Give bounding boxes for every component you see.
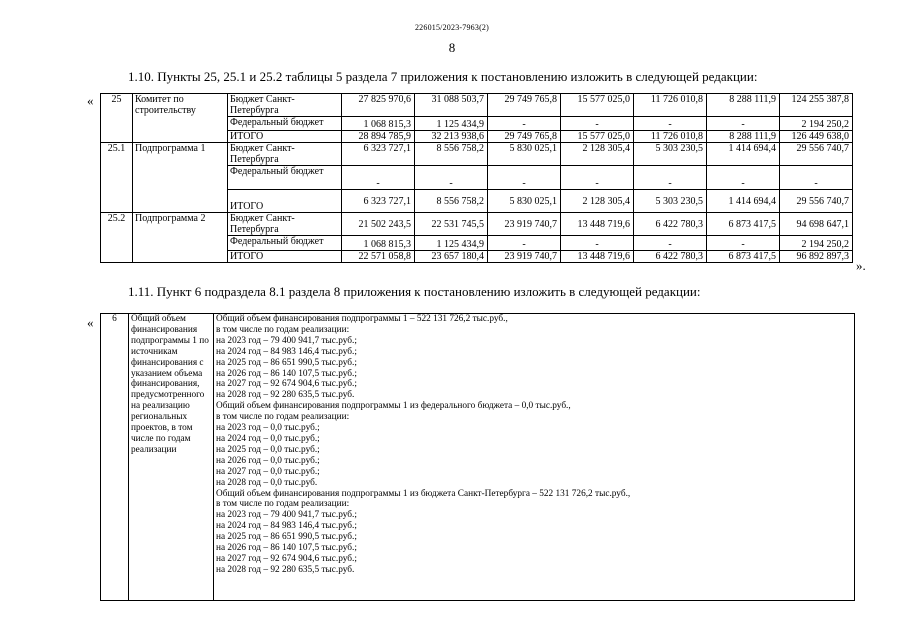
subsection-8-1-item-6 xyxy=(100,313,855,601)
value-cell: 23 919 740,7 xyxy=(488,213,561,236)
source-label: Федеральный бюджет xyxy=(228,236,342,251)
text-line: на 2023 год – 79 400 941,7 тыс.руб.; xyxy=(216,335,357,346)
value-cell: 29 556 740,7 xyxy=(780,143,853,166)
value-cell: 8 288 111,9 xyxy=(707,94,780,117)
value-cell: 28 894 785,9 xyxy=(342,131,415,143)
row-number: 25.2 xyxy=(101,213,133,263)
source-label: ИТОГО xyxy=(228,131,342,143)
close-quote-1: ». xyxy=(856,258,866,273)
page-number: 8 xyxy=(448,40,456,55)
source-label: Бюджет Санкт-Петербурга xyxy=(228,143,342,166)
text-line: на 2023 год – 0,0 тыс.руб.; xyxy=(216,423,320,434)
table-row xyxy=(101,314,855,601)
value-cell: 15 577 025,0 xyxy=(561,131,634,143)
section-heading-1-10: 1.10. Пункты 25, 25.1 и 25.2 таблицы 5 раздела 7 приложения к постановлению изложить в следующей редакции: xyxy=(128,69,758,84)
source-label: ИТОГО xyxy=(228,251,342,263)
source-label: Федеральный бюджет xyxy=(228,166,342,190)
text-line: на 2026 год – 0,0 тыс.руб.; xyxy=(216,455,320,466)
document-number: 226015/2023-7963(2) xyxy=(414,23,489,32)
value-cell: 1 414 694,4 xyxy=(707,190,780,213)
row-name: Подпрограмма 2 xyxy=(133,213,228,263)
value-cell: 27 825 970,6 xyxy=(342,94,415,117)
text-line: на 2026 год – 86 140 107,5 тыс.руб.; xyxy=(216,368,357,379)
value-cell: 1 414 694,4 xyxy=(707,143,780,166)
value-cell: 6 422 780,3 xyxy=(634,251,707,263)
value-cell: 5 303 230,5 xyxy=(634,190,707,213)
row-number: 6 xyxy=(101,314,129,601)
value-cell: 15 577 025,0 xyxy=(561,94,634,117)
open-quote-2: « xyxy=(87,315,94,330)
value-cell: 1 068 815,3 xyxy=(342,236,415,251)
value-cell: - xyxy=(707,166,780,190)
value-cell: 13 448 719,6 xyxy=(561,251,634,263)
row-number: 25 xyxy=(101,94,133,143)
text-line: на 2025 год – 0,0 тыс.руб.; xyxy=(216,444,320,455)
section-heading-1-11: 1.11. Пункт 6 подраздела 8.1 раздела 8 приложения к постановлению изложить в следующей редакции: xyxy=(128,284,701,299)
value-cell: 21 502 243,5 xyxy=(342,213,415,236)
value-cell: 5 303 230,5 xyxy=(634,143,707,166)
value-cell: 11 726 010,8 xyxy=(634,131,707,143)
value-cell: 1 068 815,3 xyxy=(342,117,415,131)
value-cell: 29 556 740,7 xyxy=(780,190,853,213)
table-row xyxy=(101,143,853,166)
value-cell: 29 749 765,8 xyxy=(488,131,561,143)
value-cell: 23 919 740,7 xyxy=(488,251,561,263)
open-quote-1: « xyxy=(87,93,94,108)
value-cell: 13 448 719,6 xyxy=(561,213,634,236)
value-cell: - xyxy=(707,117,780,131)
row-name: Подпрограмма 1 xyxy=(133,143,228,213)
value-cell: - xyxy=(561,236,634,251)
text-line: на 2024 год – 0,0 тыс.руб.; xyxy=(216,433,320,444)
text-line: на 2027 год – 0,0 тыс.руб.; xyxy=(216,466,320,477)
table-row xyxy=(101,213,853,236)
value-cell: 31 088 503,7 xyxy=(415,94,488,117)
source-label: Федеральный бюджет xyxy=(228,117,342,131)
row-number: 25.1 xyxy=(101,143,133,213)
value-cell: 96 892 897,3 xyxy=(780,251,853,263)
value-cell: 124 255 387,8 xyxy=(780,94,853,117)
value-cell: 2 128 305,4 xyxy=(561,190,634,213)
value-cell: 126 449 638,0 xyxy=(780,131,853,143)
value-cell: - xyxy=(561,166,634,190)
value-cell: - xyxy=(488,236,561,251)
value-cell: - xyxy=(488,166,561,190)
value-cell: 23 657 180,4 xyxy=(415,251,488,263)
value-cell: 94 698 647,1 xyxy=(780,213,853,236)
text-line: на 2028 год – 0,0 тыс.руб. xyxy=(216,477,318,488)
value-cell: - xyxy=(780,166,853,190)
value-cell: 11 726 010,8 xyxy=(634,94,707,117)
text-line: Общий объем финансирования подпрограммы 1 – 522 131 726,2 тыс.руб., xyxy=(216,314,508,324)
text-line: на 2024 год – 84 983 146,4 тыс.руб.; xyxy=(216,346,357,357)
text-line: на 2028 год – 92 280 635,5 тыс.руб. xyxy=(216,564,355,575)
value-cell: 2 194 250,2 xyxy=(780,117,853,131)
text-line: на 2025 год – 86 651 990,5 тыс.руб.; xyxy=(216,357,357,368)
value-cell: 1 125 434,9 xyxy=(415,236,488,251)
text-line: в том числе по годам реализации: xyxy=(216,499,350,510)
text-line: на 2027 год – 92 674 904,6 тыс.руб.; xyxy=(216,553,357,564)
value-cell: - xyxy=(707,236,780,251)
text-line: на 2024 год – 84 983 146,4 тыс.руб.; xyxy=(216,521,357,532)
value-cell: - xyxy=(634,236,707,251)
value-cell: 6 323 727,1 xyxy=(342,143,415,166)
value-cell: 29 749 765,8 xyxy=(488,94,561,117)
value-cell: 8 556 758,2 xyxy=(415,190,488,213)
value-cell: - xyxy=(342,166,415,190)
value-cell: - xyxy=(634,117,707,131)
value-cell: 1 125 434,9 xyxy=(415,117,488,131)
table-5-excerpt xyxy=(100,93,853,263)
value-cell: - xyxy=(634,166,707,190)
source-label: Бюджет Санкт-Петербурга xyxy=(228,213,342,236)
value-cell: 6 422 780,3 xyxy=(634,213,707,236)
value-cell: 5 830 025,1 xyxy=(488,190,561,213)
value-cell: 2 128 305,4 xyxy=(561,143,634,166)
financing-text xyxy=(214,314,855,601)
text-line: в том числе по годам реализации: xyxy=(216,412,350,423)
value-cell: 8 556 758,2 xyxy=(415,143,488,166)
value-cell: 6 323 727,1 xyxy=(342,190,415,213)
value-cell: 22 531 745,5 xyxy=(415,213,488,236)
text-line: на 2023 год – 79 400 941,7 тыс.руб.; xyxy=(216,510,357,521)
value-cell: 32 213 938,6 xyxy=(415,131,488,143)
table-row xyxy=(101,94,853,117)
text-line: на 2025 год – 86 651 990,5 тыс.руб.; xyxy=(216,532,357,543)
text-line: на 2026 год – 86 140 107,5 тыс.руб.; xyxy=(216,543,357,554)
value-cell: 8 288 111,9 xyxy=(707,131,780,143)
text-line: на 2028 год – 92 280 635,5 тыс.руб. xyxy=(216,390,355,401)
value-cell: 6 873 417,5 xyxy=(707,251,780,263)
value-cell: 2 194 250,2 xyxy=(780,236,853,251)
source-label: Бюджет Санкт-Петербурга xyxy=(228,94,342,117)
source-label: ИТОГО xyxy=(228,190,342,213)
text-line: Общий объем финансирования подпрограммы 1 из федерального бюджета – 0,0 тыс.руб., xyxy=(216,401,571,412)
value-cell: - xyxy=(561,117,634,131)
value-cell: - xyxy=(488,117,561,131)
value-cell: - xyxy=(415,166,488,190)
value-cell: 6 873 417,5 xyxy=(707,213,780,236)
row-name: Комитет по строительству xyxy=(133,94,228,143)
text-line: в том числе по годам реализации: xyxy=(216,324,350,335)
value-cell: 5 830 025,1 xyxy=(488,143,561,166)
text-line: Общий объем финансирования подпрограммы 1 из бюджета Санкт-Петербурга – 522 131 726,2 тыс.руб., xyxy=(216,488,631,499)
value-cell: 22 571 058,8 xyxy=(342,251,415,263)
row-label: Общий объем финансирования подпрограммы 1 по источникам финансирования с указанием объема финансирования, предусмотренного на реализацию региональных проектов, в том числе по годам реализации xyxy=(129,314,214,601)
text-line: на 2027 год – 92 674 904,6 тыс.руб.; xyxy=(216,379,357,390)
